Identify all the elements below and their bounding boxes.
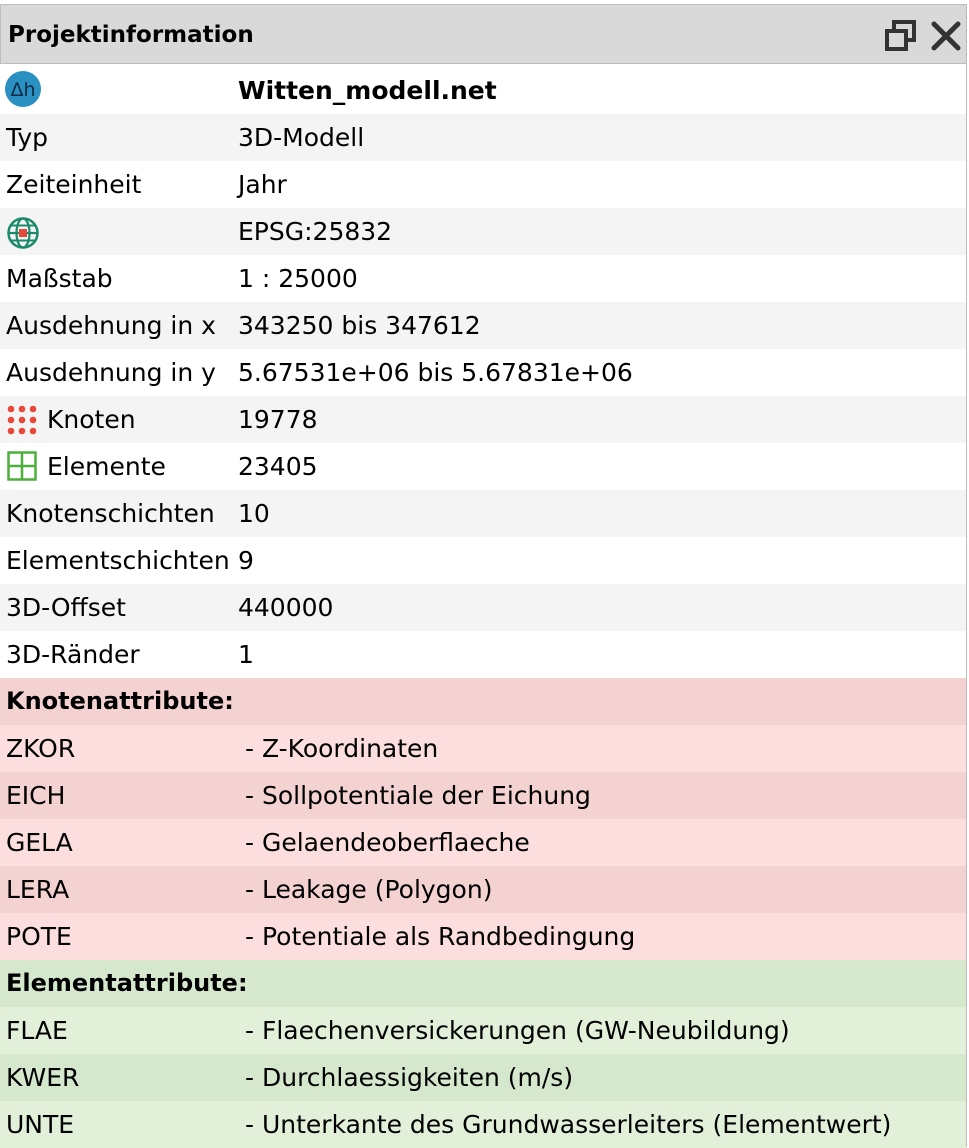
element-attribute-row [0,1054,967,1101]
attribute-code: POTE [6,922,72,951]
row-label: Knoten [47,405,136,434]
element-attribute-row [0,1101,967,1148]
row-label: Ausdehnung in y [6,358,216,387]
project-filename: Witten_modell.net [238,76,497,105]
attribute-description: - Sollpotentiale der Eichung [245,781,591,810]
info-row-massstab [0,255,967,302]
row-value: 9 [238,546,254,575]
row-value: 23405 [238,452,318,481]
attribute-description: - Potentiale als Randbedingung [245,922,636,951]
section-heading: Elementattribute: [6,969,248,997]
row-label: Elementschichten [6,546,230,575]
row-value: 1 [238,640,254,669]
knoten-attribute-row [0,913,967,960]
row-value: 10 [238,499,270,528]
info-row-3d-offset [0,584,967,631]
info-row-knotenschichten [0,490,967,537]
row-value: 1 : 25000 [238,264,358,293]
attribute-code: FLAE [6,1016,68,1045]
attribute-description: - Durchlaessigkeiten (m/s) [245,1063,574,1092]
knoten-attribute-row [0,725,967,772]
row-value: 440000 [238,593,334,622]
filename-row [0,67,967,114]
info-row-3d-raender [0,631,967,678]
element-attribute-row [0,1007,967,1054]
info-row-typ [0,114,967,161]
attribute-description: - Z-Koordinaten [245,734,439,763]
info-row-elemente [0,443,967,490]
attribute-description: - Gelaendeoberflaeche [245,828,530,857]
info-row-elementschichten [0,537,967,584]
delta-h-icon [5,71,41,111]
attribute-code: GELA [6,828,73,857]
row-label: 3D-Ränder [6,640,140,669]
panel-titlebar [0,4,967,64]
panel-border [966,64,967,1147]
attribute-code: ZKOR [6,734,76,763]
row-label: Elemente [47,452,166,481]
elementattribute-heading-row [0,960,967,1007]
panel-title: Projektinformation [8,22,254,48]
window-restore-icon[interactable] [884,19,918,53]
row-label: Knotenschichten [6,499,215,528]
info-table [0,67,967,1148]
info-row-zeiteinheit [0,161,967,208]
info-row-epsg [0,208,967,255]
info-row-ausdehnung-y [0,349,967,396]
attribute-code: KWER [6,1063,80,1092]
row-value: 343250 bis 347612 [238,311,481,340]
attribute-description: - Leakage (Polygon) [245,875,493,904]
row-label: Zeiteinheit [6,170,142,199]
globe-icon [6,216,40,254]
attribute-code: EICH [6,781,66,810]
row-value: 3D-Modell [238,123,365,152]
knoten-attribute-row [0,819,967,866]
close-icon[interactable] [929,19,963,53]
row-label: Maßstab [6,264,113,293]
row-label: 3D-Offset [6,593,126,622]
row-value: EPSG:25832 [238,217,393,246]
row-value: Jahr [238,170,287,199]
info-row-ausdehnung-x [0,302,967,349]
row-label: Ausdehnung in x [6,311,216,340]
row-value: 19778 [238,405,318,434]
attribute-description: - Unterkante des Grundwasserleiters (Elementwert) [245,1110,892,1139]
attribute-code: UNTE [6,1110,75,1139]
svg-text:Δh: Δh [10,79,36,101]
knoten-attribute-row [0,772,967,819]
knotenattribute-heading-row [0,678,967,725]
row-value: 5.67531e+06 bis 5.67831e+06 [238,358,633,387]
nodes-icon [6,404,38,440]
knoten-attribute-row [0,866,967,913]
info-row-knoten [0,396,967,443]
row-label: Typ [6,123,49,152]
elements-icon [7,451,37,485]
section-heading: Knotenattribute: [6,687,234,715]
attribute-code: LERA [6,875,70,904]
attribute-description: - Flaechenversickerungen (GW-Neubildung) [245,1016,790,1045]
